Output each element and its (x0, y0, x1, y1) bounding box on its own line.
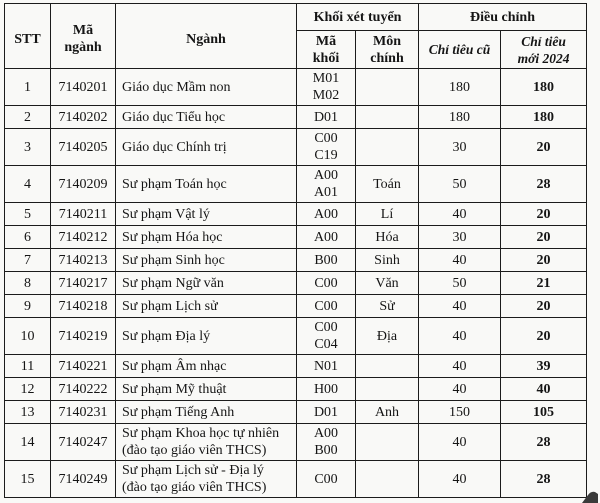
chi-tieu-cu-text: 180 (449, 79, 471, 95)
mon-chinh-cell (356, 461, 419, 498)
chi-tieu-cu-cell (419, 355, 501, 378)
stt-cell (5, 106, 51, 129)
ma-khoi-cell (297, 203, 356, 226)
table-row (5, 203, 587, 226)
mon-chinh-text: Toán (373, 176, 401, 192)
mon-chinh-cell (356, 166, 419, 203)
nganh-header (116, 4, 297, 69)
table-row (5, 401, 587, 424)
ma-nganh-cell (51, 355, 116, 378)
ma-nganh-cell (51, 401, 116, 424)
nganh-text: Sư phạm Ngữ văn (122, 275, 224, 291)
mon-chinh-cell (356, 401, 419, 424)
ma-khoi-text: A00 (313, 229, 339, 245)
ma-khoi-text: C00 (314, 320, 338, 335)
chi-tieu-cu-header-label: Chỉ tiêu cũ (428, 42, 491, 57)
stt-cell (5, 295, 51, 318)
ma-khoi-text: A01 (313, 185, 339, 200)
chi-tieu-cu-text: 40 (452, 252, 467, 268)
mon-chinh-cell (356, 295, 419, 318)
stt-text: 2 (24, 109, 31, 125)
ma-khoi-cell (297, 272, 356, 295)
ma-khoi-text: D01 (313, 404, 339, 420)
nganh-text: Sư phạm Sinh học (122, 252, 225, 268)
stt-text: 14 (20, 434, 35, 450)
stt-text: 1 (24, 79, 31, 95)
chi-tieu-moi-cell (501, 355, 587, 378)
mon-chinh-cell (356, 226, 419, 249)
table-row (5, 226, 587, 249)
chi-tieu-cu-cell (419, 129, 501, 166)
ma-nganh-cell (51, 424, 116, 461)
table-row (5, 355, 587, 378)
table-row (5, 378, 587, 401)
chi-tieu-moi-header-label: Chỉ tiêu (521, 33, 566, 49)
chi-tieu-cu-cell (419, 249, 501, 272)
admission-quota-table (4, 3, 587, 498)
chi-tieu-cu-cell (419, 461, 501, 498)
ma-khoi-cell (297, 318, 356, 355)
ma-khoi-text: A00 (313, 168, 339, 183)
stt-cell (5, 355, 51, 378)
ma-nganh-text: 7140221 (58, 358, 108, 374)
table-row (5, 69, 587, 106)
nganh-text: Sư phạm Khoa học tự nhiên (122, 426, 280, 441)
chi-tieu-cu-text: 40 (452, 328, 467, 344)
nganh-cell (116, 129, 297, 166)
stt-cell (5, 203, 51, 226)
chi-tieu-moi-cell (501, 461, 587, 498)
chi-tieu-cu-text: 30 (452, 229, 467, 245)
chi-tieu-moi-text: 40 (536, 381, 551, 397)
ma-khoi-header (297, 31, 356, 69)
chi-tieu-moi-text: 20 (536, 229, 551, 245)
nganh-cell (116, 355, 297, 378)
stt-cell (5, 378, 51, 401)
chi-tieu-cu-text: 30 (452, 139, 467, 155)
ma-nganh-text: 7140249 (58, 471, 108, 487)
chi-tieu-cu-cell (419, 166, 501, 203)
nganh-text: Sư phạm Âm nhạc (122, 358, 227, 374)
table-row (5, 295, 587, 318)
table-row (5, 106, 587, 129)
stt-text: 10 (20, 328, 35, 344)
table-row (5, 129, 587, 166)
nganh-cell (116, 166, 297, 203)
ma-nganh-cell (51, 461, 116, 498)
stt-cell (5, 424, 51, 461)
chi-tieu-moi-cell (501, 166, 587, 203)
chi-tieu-cu-cell (419, 295, 501, 318)
stt-text: 3 (24, 139, 31, 155)
stt-cell (5, 226, 51, 249)
mon-chinh-cell (356, 272, 419, 295)
stt-text: 9 (24, 298, 31, 314)
ma-khoi-cell (297, 69, 356, 106)
ma-khoi-cell (297, 461, 356, 498)
ma-nganh-cell (51, 166, 116, 203)
ma-nganh-cell (51, 378, 116, 401)
ma-nganh-cell (51, 129, 116, 166)
ma-khoi-cell (297, 378, 356, 401)
chi-tieu-moi-text: 28 (536, 176, 551, 192)
ma-khoi-cell (297, 355, 356, 378)
mon-chinh-text: Hóa (375, 229, 399, 245)
ma-nganh-cell (51, 295, 116, 318)
nganh-text: Sư phạm Hóa học (122, 229, 223, 245)
ma-khoi-text: C19 (314, 148, 338, 163)
table-row (5, 272, 587, 295)
stt-cell (5, 69, 51, 106)
table-row (5, 318, 587, 355)
chi-tieu-cu-text: 150 (449, 404, 471, 420)
ma-nganh-text: 7140213 (58, 252, 108, 268)
mon-chinh-header-label: chính (370, 50, 404, 66)
ma-khoi-text: H00 (313, 381, 339, 397)
chi-tieu-moi-cell (501, 318, 587, 355)
ma-nganh-text: 7140219 (58, 328, 108, 344)
chi-tieu-moi-text: 180 (533, 109, 555, 125)
stt-text: 13 (20, 404, 35, 420)
ma-khoi-header-label: Mã (315, 33, 337, 49)
chi-tieu-cu-cell (419, 203, 501, 226)
stt-header-label: STT (14, 31, 41, 47)
chi-tieu-moi-text: 21 (536, 275, 551, 291)
chi-tieu-cu-text: 40 (452, 471, 467, 487)
nganh-text: Giáo dục Chính trị (122, 139, 227, 155)
nganh-cell (116, 69, 297, 106)
ma-khoi-header-label: khối (312, 50, 340, 66)
chi-tieu-moi-cell (501, 226, 587, 249)
chi-tieu-moi-cell (501, 424, 587, 461)
stt-cell (5, 249, 51, 272)
stt-text: 7 (24, 252, 31, 268)
ma-khoi-text: B00 (314, 443, 338, 458)
table-row (5, 249, 587, 272)
nganh-cell (116, 226, 297, 249)
chi-tieu-moi-text: 28 (536, 434, 551, 450)
ma-khoi-cell (297, 401, 356, 424)
chi-tieu-cu-text: 40 (452, 434, 467, 450)
mon-chinh-text: Sử (379, 298, 395, 314)
nganh-cell (116, 249, 297, 272)
mon-chinh-header-label: Môn (373, 33, 401, 49)
ma-khoi-text: C00 (314, 275, 338, 291)
table-body (5, 69, 587, 498)
chi-tieu-moi-text: 20 (536, 139, 551, 155)
chi-tieu-cu-text: 50 (452, 176, 467, 192)
chi-tieu-moi-header-label: mới 2024 (517, 50, 570, 66)
stt-cell (5, 272, 51, 295)
mon-chinh-cell (356, 106, 419, 129)
chi-tieu-cu-text: 40 (452, 206, 467, 222)
nganh-text: Sư phạm Lịch sử - Địa lý (122, 463, 264, 478)
ma-khoi-cell (297, 424, 356, 461)
ma-nganh-text: 7140222 (58, 381, 108, 397)
chi-tieu-moi-cell (501, 401, 587, 424)
nganh-cell (116, 295, 297, 318)
mon-chinh-cell (356, 129, 419, 166)
ma-khoi-text: D01 (313, 109, 339, 125)
ma-nganh-cell (51, 106, 116, 129)
chi-tieu-moi-text: 180 (533, 79, 555, 95)
ma-khoi-text: M02 (312, 88, 340, 103)
table-header (5, 4, 587, 69)
nganh-cell (116, 461, 297, 498)
chi-tieu-cu-cell (419, 424, 501, 461)
ma-khoi-cell (297, 129, 356, 166)
stt-text: 5 (24, 206, 31, 222)
mon-chinh-cell (356, 249, 419, 272)
nganh-text: Sư phạm Lịch sử (122, 298, 218, 314)
ma-nganh-text: 7140231 (58, 404, 108, 420)
ma-nganh-text: 7140205 (58, 139, 108, 155)
ma-khoi-text: N01 (313, 358, 339, 374)
chi-tieu-moi-cell (501, 378, 587, 401)
nganh-text: Giáo dục Tiểu học (122, 109, 226, 125)
ma-khoi-cell (297, 106, 356, 129)
chi-tieu-cu-cell (419, 272, 501, 295)
ma-khoi-text: C00 (314, 131, 338, 146)
ma-nganh-cell (51, 318, 116, 355)
ma-khoi-cell (297, 249, 356, 272)
nganh-cell (116, 424, 297, 461)
ma-khoi-cell (297, 226, 356, 249)
table-row (5, 424, 587, 461)
ma-nganh-text: 7140217 (58, 275, 108, 291)
chi-tieu-cu-cell (419, 318, 501, 355)
mon-chinh-cell (356, 355, 419, 378)
nganh-cell (116, 318, 297, 355)
ma-nganh-text: 7140212 (58, 229, 108, 245)
ma-nganh-cell (51, 69, 116, 106)
mon-chinh-cell (356, 69, 419, 106)
mon-chinh-text: Sinh (374, 252, 400, 268)
ma-nganh-cell (51, 203, 116, 226)
mon-chinh-text: Anh (374, 404, 400, 420)
nganh-cell (116, 272, 297, 295)
nganh-text: Sư phạm Tiếng Anh (122, 404, 235, 420)
mon-chinh-cell (356, 318, 419, 355)
stt-cell (5, 129, 51, 166)
mon-chinh-text: Địa (376, 328, 398, 344)
nganh-cell (116, 203, 297, 226)
mon-chinh-text: Lí (380, 206, 394, 222)
chi-tieu-moi-cell (501, 69, 587, 106)
ma-khoi-text: A00 (313, 426, 339, 441)
ma-nganh-cell (51, 249, 116, 272)
table-row (5, 166, 587, 203)
stt-cell (5, 401, 51, 424)
ma-khoi-cell (297, 295, 356, 318)
chi-tieu-moi-cell (501, 129, 587, 166)
table-row (5, 461, 587, 498)
chi-tieu-moi-text: 20 (536, 328, 551, 344)
ma-khoi-text: M01 (312, 71, 340, 86)
ma-khoi-text: B00 (314, 252, 338, 268)
nganh-text: Sư phạm Địa lý (122, 328, 211, 344)
chi-tieu-moi-header (501, 31, 587, 69)
ma-nganh-header-label: ngành (64, 40, 102, 55)
stt-text: 4 (24, 176, 31, 192)
ma-khoi-text: C00 (314, 298, 338, 314)
ma-nganh-cell (51, 226, 116, 249)
ma-khoi-cell (297, 166, 356, 203)
header-row-1 (5, 4, 587, 31)
stt-text: 6 (24, 229, 31, 245)
chi-tieu-moi-text: 20 (536, 206, 551, 222)
mon-chinh-cell (356, 424, 419, 461)
nganh-text: Sư phạm Mỹ thuật (122, 381, 227, 397)
chi-tieu-cu-cell (419, 69, 501, 106)
ma-nganh-text: 7140247 (58, 434, 108, 450)
ma-khoi-text: A00 (313, 206, 339, 222)
chi-tieu-moi-cell (501, 203, 587, 226)
chi-tieu-cu-text: 180 (449, 109, 471, 125)
stt-cell (5, 318, 51, 355)
stt-text: 11 (20, 358, 35, 374)
ma-nganh-header (51, 4, 116, 69)
chi-tieu-moi-text: 39 (536, 358, 551, 374)
stt-cell (5, 461, 51, 498)
ma-khoi-text: C00 (314, 471, 338, 487)
chi-tieu-moi-cell (501, 272, 587, 295)
nganh-cell (116, 378, 297, 401)
ma-nganh-text: 7140218 (58, 298, 108, 314)
chi-tieu-cu-cell (419, 106, 501, 129)
ma-nganh-text: 7140202 (58, 109, 108, 125)
ma-nganh-text: 7140211 (58, 206, 108, 222)
nganh-text: (đào tạo giáo viên THCS) (122, 443, 267, 458)
ma-khoi-text: C04 (314, 337, 338, 352)
stt-text: 15 (20, 471, 35, 487)
chi-tieu-cu-cell (419, 226, 501, 249)
stt-text: 8 (24, 275, 31, 291)
dieu-chinh-header (419, 4, 587, 31)
nganh-text: Sư phạm Vật lý (122, 206, 210, 222)
chi-tieu-cu-text: 40 (452, 298, 467, 314)
nganh-cell (116, 106, 297, 129)
mon-chinh-cell (356, 378, 419, 401)
mon-chinh-cell (356, 203, 419, 226)
ma-nganh-text: 7140201 (58, 79, 108, 95)
nganh-text: Giáo dục Mầm non (122, 79, 231, 95)
nganh-header-label: Ngành (186, 31, 226, 47)
chi-tieu-cu-cell (419, 378, 501, 401)
nganh-text: Sư phạm Toán học (122, 176, 227, 192)
ma-nganh-header-label: Mã (72, 23, 94, 38)
mon-chinh-header (356, 31, 419, 69)
chi-tieu-cu-header (419, 31, 501, 69)
dieu-chinh-label: Điều chỉnh (470, 9, 535, 25)
chi-tieu-moi-cell (501, 249, 587, 272)
chi-tieu-moi-cell (501, 295, 587, 318)
chi-tieu-cu-cell (419, 401, 501, 424)
ma-nganh-cell (51, 272, 116, 295)
ma-nganh-text: 7140209 (58, 176, 108, 192)
corner-mark (576, 489, 598, 503)
chi-tieu-cu-text: 40 (452, 381, 467, 397)
chi-tieu-moi-text: 20 (536, 298, 551, 314)
chi-tieu-cu-text: 50 (452, 275, 467, 291)
chi-tieu-moi-cell (501, 106, 587, 129)
stt-cell (5, 166, 51, 203)
chi-tieu-moi-text: 20 (536, 252, 551, 268)
khoi-xet-tuyen-header (297, 4, 419, 31)
nganh-text: (đào tạo giáo viên THCS) (122, 480, 267, 495)
chi-tieu-moi-text: 105 (533, 404, 555, 420)
chi-tieu-moi-text: 28 (536, 471, 551, 487)
stt-text: 12 (20, 381, 35, 397)
mon-chinh-text: Văn (375, 275, 399, 291)
khoi-xet-tuyen-label: Khối xét tuyển (313, 9, 402, 25)
stt-header (5, 4, 51, 69)
nganh-cell (116, 401, 297, 424)
chi-tieu-cu-text: 40 (452, 358, 467, 374)
